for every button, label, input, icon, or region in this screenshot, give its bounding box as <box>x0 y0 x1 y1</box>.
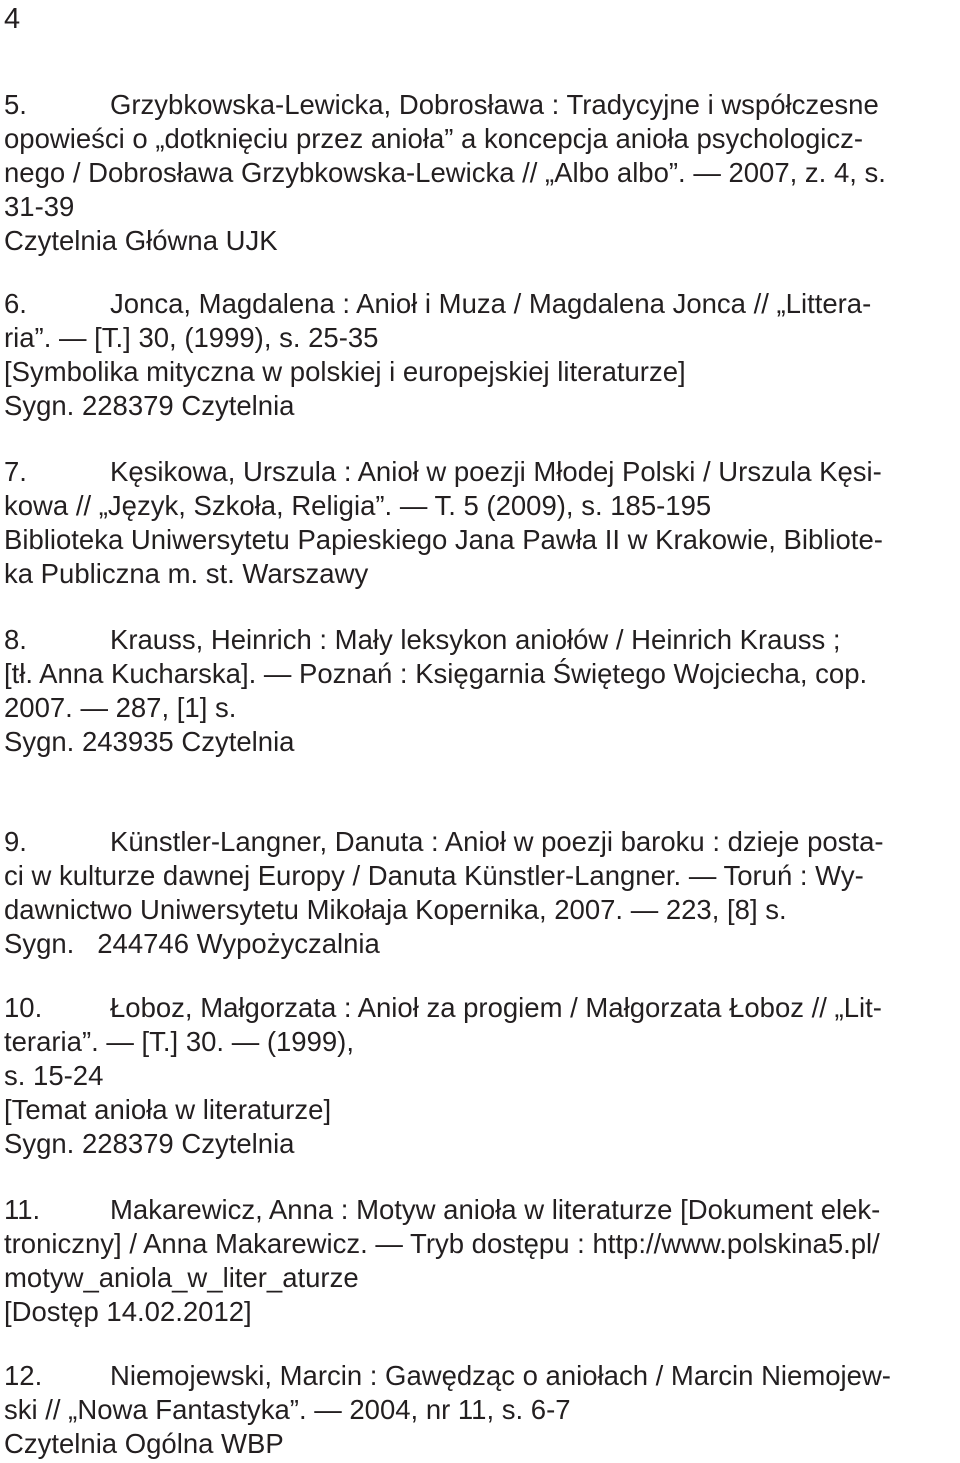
entry-line: nego / Dobrosława Grzybkowska-Lewicka // „Albo albo”. — 2007, z. 4, s. <box>4 157 886 188</box>
entry-number: 7. <box>4 456 27 487</box>
entry-line: [Symbolika mityczna w polskiej i europejskiej literaturze] <box>4 356 686 387</box>
entry-text: Krauss, Heinrich : Mały leksykon aniołów / Heinrich Krauss ; <box>110 624 841 655</box>
entry-line: ria”. — [T.] 30, (1999), s. 25-35 <box>4 322 379 353</box>
entry-line: troniczny] / Anna Makarewicz. — Tryb dostępu : http://www.polskina5.pl/ <box>4 1228 880 1259</box>
entry-line: ski // „Nowa Fantastyka”. — 2004, nr 11, s. 6-7 <box>4 1394 571 1425</box>
bibliography-entry-6 <box>4 287 956 423</box>
entry-line <box>4 991 956 1025</box>
bibliography-entry-7 <box>4 455 956 591</box>
bibliography-entry-12 <box>4 1359 956 1461</box>
entry-line: Sygn. 228379 Czytelnia <box>4 1128 295 1159</box>
entry-line <box>4 287 956 321</box>
entry-line <box>4 1359 956 1393</box>
entry-number: 11. <box>4 1194 41 1225</box>
entry-text: Łoboz, Małgorzata : Anioł za progiem / Małgorzata Łoboz // „Lit- <box>110 992 882 1023</box>
entry-line <box>4 1193 956 1227</box>
entry-line <box>4 623 956 657</box>
bibliography-entry-10 <box>4 991 956 1161</box>
entry-text: Makarewicz, Anna : Motyw anioła w literaturze [Dokument elek- <box>110 1194 881 1225</box>
bibliography-entry-5 <box>4 88 956 258</box>
entry-number: 6. <box>4 288 27 319</box>
entry-text: Grzybkowska-Lewicka, Dobrosława : Tradycyjne i współczesne <box>110 89 879 120</box>
entry-line: opowieści o „dotknięciu przez anioła” a koncepcja anioła psychologicz- <box>4 123 864 154</box>
entry-line: Sygn. 244746 Wypożyczalnia <box>4 928 380 959</box>
entry-line: Sygn. 243935 Czytelnia <box>4 726 295 757</box>
entry-text: Künstler-Langner, Danuta : Anioł w poezji baroku : dzieje posta- <box>110 826 884 857</box>
entry-line: [Dostęp 14.02.2012] <box>4 1296 252 1327</box>
bibliography-entry-9 <box>4 825 956 961</box>
entry-line: teraria”. — [T.] 30. — (1999), <box>4 1026 354 1057</box>
entry-line: motyw_aniola_w_liter_aturze <box>4 1262 359 1293</box>
entry-line: ci w kulturze dawnej Europy / Danuta Künstler-Langner. — Toruń : Wy- <box>4 860 864 891</box>
entry-line: [tł. Anna Kucharska]. — Poznań : Księgarnia Świętego Wojciecha, cop. <box>4 658 868 689</box>
bibliography-entry-8 <box>4 623 956 759</box>
entry-line: 2007. — 287, [1] s. <box>4 692 237 723</box>
entry-line: Biblioteka Uniwersytetu Papieskiego Jana Pawła II w Krakowie, Bibliote- <box>4 524 883 555</box>
entry-line: 31-39 <box>4 191 75 222</box>
entry-line <box>4 455 956 489</box>
entry-line: [Temat anioła w literaturze] <box>4 1094 332 1125</box>
entry-line: Czytelnia Ogólna WBP <box>4 1428 284 1459</box>
entry-text: Niemojewski, Marcin : Gawędząc o aniołach / Marcin Niemojew- <box>110 1360 891 1391</box>
entry-line: kowa // „Język, Szkoła, Religia”. — T. 5 (2009), s. 185-195 <box>4 490 712 521</box>
entry-number: 5. <box>4 89 27 120</box>
entry-line <box>4 825 956 859</box>
entry-line: Sygn. 228379 Czytelnia <box>4 390 295 421</box>
entry-line: ka Publiczna m. st. Warszawy <box>4 558 369 589</box>
entry-text: Kęsikowa, Urszula : Anioł w poezji Młodej Polski / Urszula Kęsi- <box>110 456 882 487</box>
entry-line: Czytelnia Główna UJK <box>4 225 278 256</box>
entry-line <box>4 88 956 122</box>
entry-text: Jonca, Magdalena : Anioł i Muza / Magdalena Jonca // „Littera- <box>110 288 872 319</box>
entry-line: dawnictwo Uniwersytetu Mikołaja Kopernika, 2007. — 223, [8] s. <box>4 894 787 925</box>
entry-number: 8. <box>4 624 27 655</box>
entry-line: s. 15-24 <box>4 1060 104 1091</box>
entry-number: 10. <box>4 992 43 1023</box>
page-number: 4 <box>4 3 21 35</box>
bibliography-entry-11 <box>4 1193 956 1329</box>
entry-number: 12. <box>4 1360 43 1391</box>
entry-number: 9. <box>4 826 27 857</box>
